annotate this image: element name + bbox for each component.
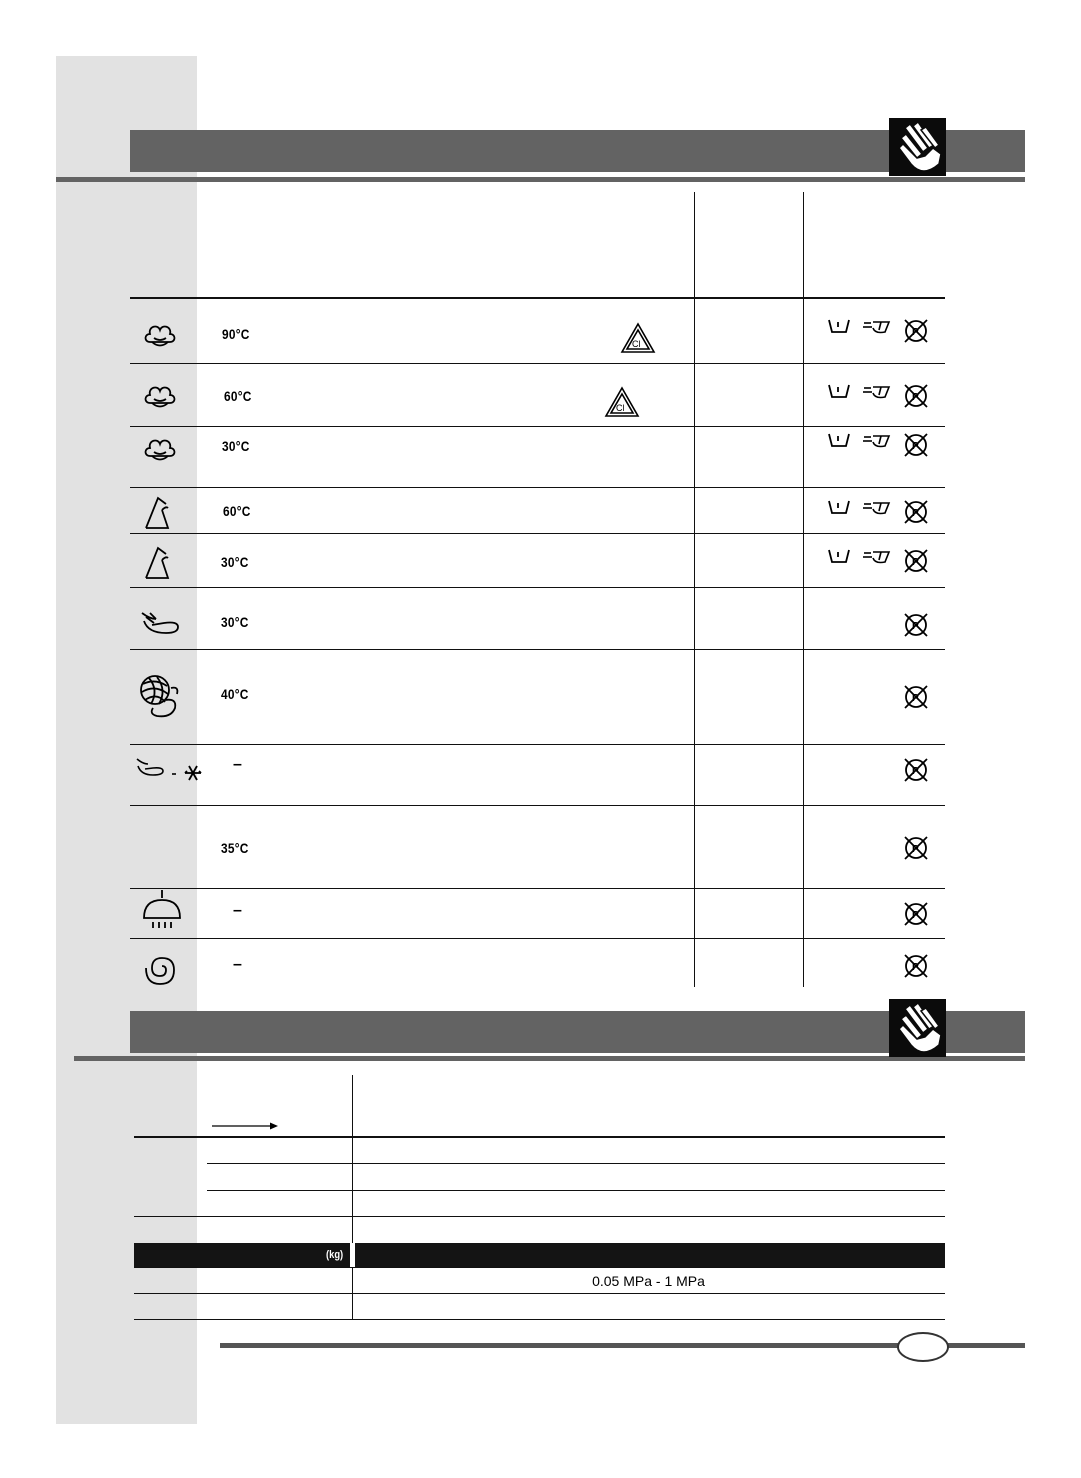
iron-icon <box>861 546 893 573</box>
handwash-cold-icon <box>135 755 207 790</box>
spec-row-rule <box>134 1293 945 1294</box>
svg-text:P: P <box>912 441 919 452</box>
cotton-icon <box>140 377 180 418</box>
svg-text:P: P <box>912 557 919 568</box>
program-row-rule <box>130 744 945 745</box>
basin-icon <box>826 546 852 573</box>
program-temperature: 30°C <box>221 614 249 630</box>
svg-text:P: P <box>912 910 919 921</box>
no-dryclean-icon <box>901 316 931 351</box>
program-temperature: – <box>233 756 242 773</box>
no-dryclean-icon <box>901 951 931 986</box>
page-number-oval <box>897 1332 949 1362</box>
hand-icon-2 <box>889 999 946 1057</box>
no-dryclean-icon <box>901 546 931 581</box>
basin-icon <box>826 316 852 343</box>
synthetic-icon <box>138 492 178 537</box>
table-header-rule <box>130 297 945 299</box>
spec-row-rule <box>134 1319 945 1320</box>
program-row-rule <box>130 533 945 534</box>
spec-header-rule <box>134 1136 945 1138</box>
program-row-rule <box>130 587 945 588</box>
program-temperature: – <box>233 956 242 973</box>
spec-row-rule <box>207 1190 945 1191</box>
handwash-icon <box>136 605 184 646</box>
hand-icon <box>889 118 946 176</box>
cotton-icon <box>140 316 180 357</box>
no-dryclean-icon <box>901 755 931 790</box>
bleach-icon <box>620 322 656 359</box>
program-temperature: – <box>233 902 242 919</box>
svg-text:P: P <box>912 962 919 973</box>
spec-row-rule <box>134 1267 945 1268</box>
program-row-rule <box>130 363 945 364</box>
no-dryclean-icon <box>901 833 931 868</box>
kg-label: (kg) <box>325 1249 343 1261</box>
program-row-rule <box>130 649 945 650</box>
no-dryclean-icon <box>901 682 931 717</box>
wool-icon <box>135 668 185 729</box>
program-temperature: 40°C <box>221 686 249 702</box>
no-dryclean-icon <box>901 899 931 934</box>
water-pressure-value: 0.05 MPa - 1 MPa <box>592 1273 705 1289</box>
program-temperature: 30°C <box>222 438 250 454</box>
iron-icon <box>861 316 893 343</box>
program-row-rule <box>130 426 945 427</box>
program-temperature: 90°C <box>222 326 250 342</box>
iron-icon <box>861 497 893 524</box>
spin-icon <box>140 946 184 995</box>
svg-text:Cl: Cl <box>632 339 641 349</box>
no-dryclean-icon <box>901 430 931 465</box>
spec-row-rule <box>207 1163 945 1164</box>
basin-icon <box>826 381 852 408</box>
program-temperature: 35°C <box>221 840 249 856</box>
spec-dark-row <box>134 1243 945 1267</box>
bleach-icon <box>604 386 640 423</box>
iron-icon <box>861 381 893 408</box>
svg-text:P: P <box>912 844 919 855</box>
program-row-rule <box>130 805 945 806</box>
iron-icon <box>861 430 893 457</box>
no-dryclean-icon <box>901 497 931 532</box>
table-column-divider-1 <box>694 192 695 987</box>
spec-dark-row-gap <box>350 1243 355 1267</box>
svg-text:P: P <box>912 621 919 632</box>
synthetic-icon <box>138 542 178 587</box>
section-rule-2 <box>74 1056 1025 1061</box>
program-row-rule <box>130 888 945 889</box>
svg-text:P: P <box>912 766 919 777</box>
no-dryclean-icon <box>901 381 931 416</box>
no-dryclean-icon <box>901 610 931 645</box>
svg-text:Cl: Cl <box>616 403 625 413</box>
svg-text:P: P <box>912 693 919 704</box>
svg-text:P: P <box>912 327 919 338</box>
spec-row-rule <box>134 1216 945 1217</box>
basin-icon <box>826 430 852 457</box>
program-row-rule <box>130 938 945 939</box>
rinse-icon <box>140 888 184 937</box>
program-temperature: 30°C <box>221 554 249 570</box>
program-temperature: 60°C <box>223 503 251 519</box>
side-strip <box>56 56 197 1424</box>
program-temperature: 60°C <box>224 388 252 404</box>
basin-icon <box>826 497 852 524</box>
table-column-divider-2 <box>803 192 804 987</box>
program-row-rule <box>130 487 945 488</box>
svg-text:P: P <box>912 508 919 519</box>
arrow-icon <box>212 1121 278 1131</box>
cotton-icon <box>140 430 180 471</box>
svg-text:P: P <box>912 392 919 403</box>
section-rule-1 <box>56 177 1025 182</box>
